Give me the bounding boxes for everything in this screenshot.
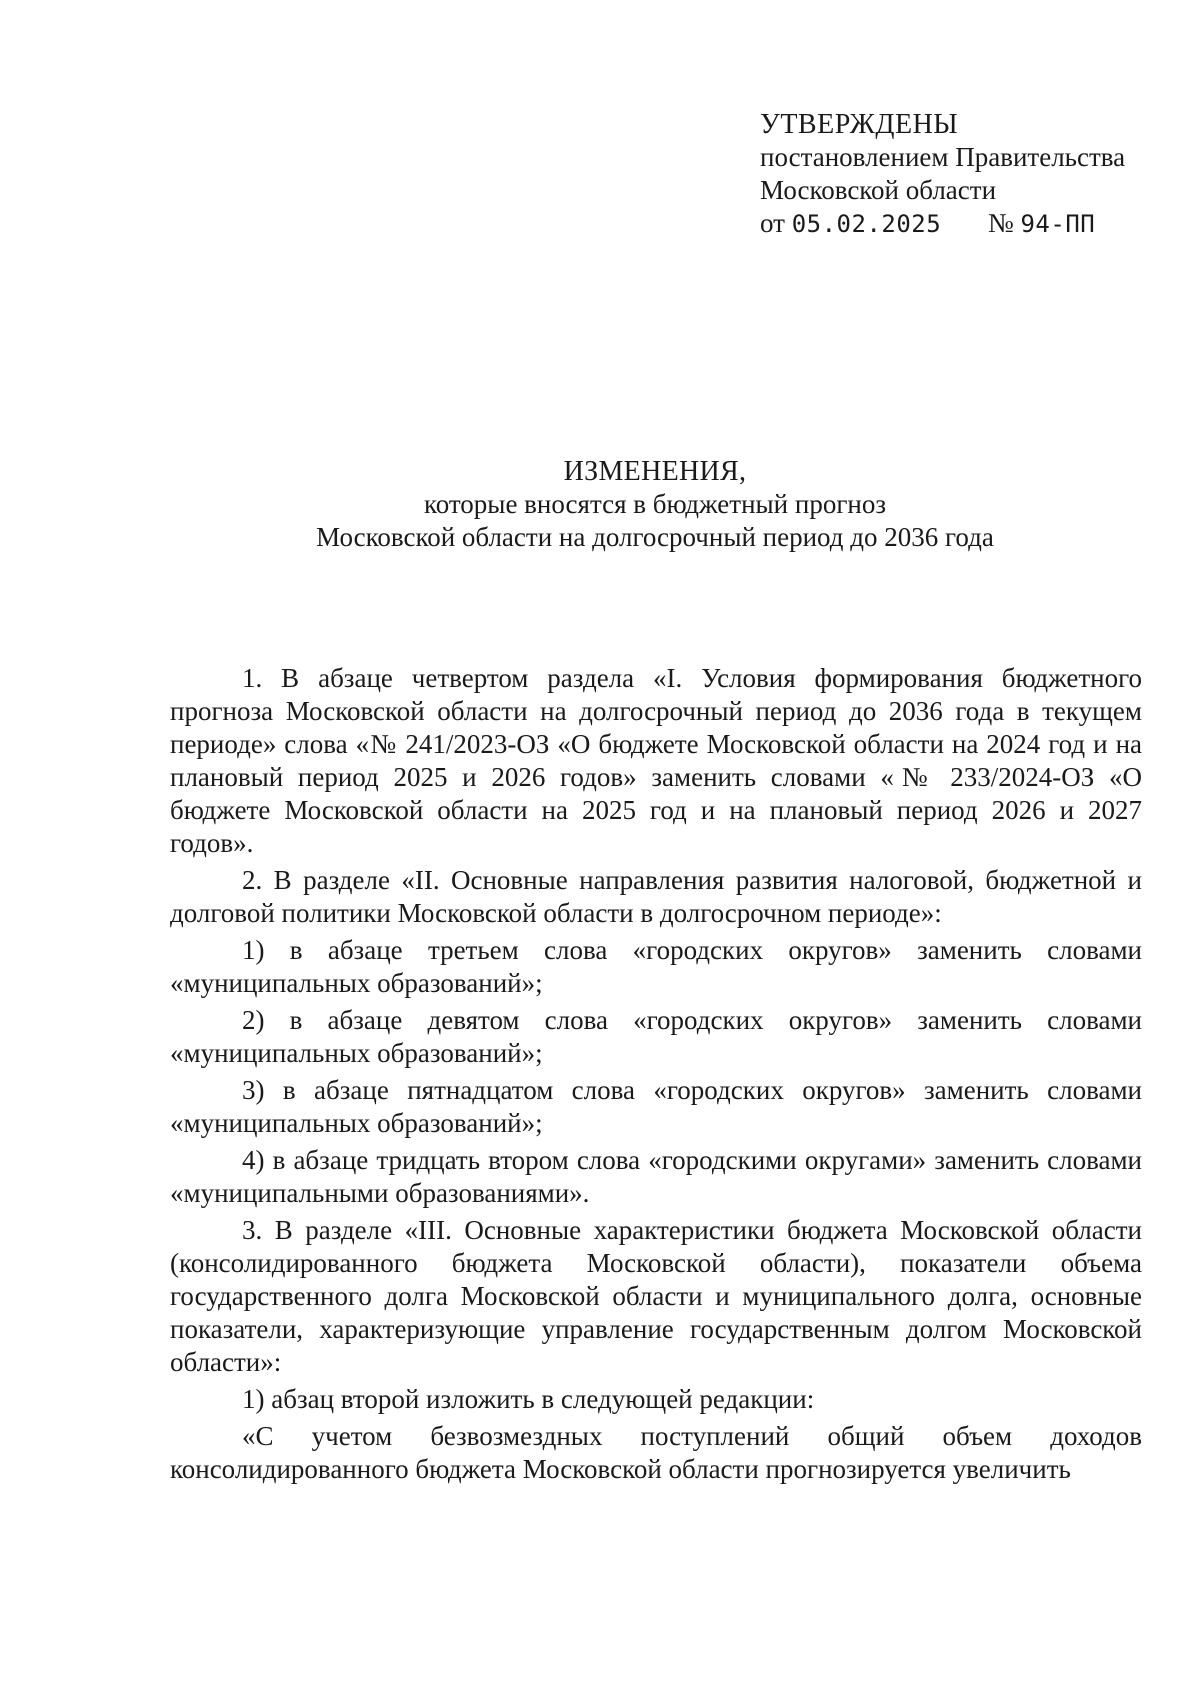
title-heading: ИЗМЕНЕНИЯ, <box>563 456 747 487</box>
paragraph: 1) в абзаце третьем слова «городских округов» заменить словами «муниципальных образований»; <box>170 935 1142 998</box>
paragraph: 1) абзац второй изложить в следующей редакции: <box>242 1384 815 1414</box>
approval-number: 94-ПП <box>1020 210 1096 238</box>
paragraph: 4) в абзаце тридцать втором слова «городскими округами» заменить словами «муниципальными образованиями». <box>170 1145 1142 1208</box>
paragraph: «С учетом безвозмездных поступлений общий объем доходов консолидированного бюджета Московской области прогнозируется увеличить <box>170 1421 1142 1484</box>
number-sign: № <box>987 208 1014 238</box>
paragraph: 2) в абзаце девятом слова «городских округов» заменить словами «муниципальных образований»; <box>170 1005 1142 1068</box>
approval-date-line <box>760 207 1180 241</box>
approval-line-2: Московской области <box>760 175 997 205</box>
document-title <box>0 455 1200 554</box>
paragraph: 3. В разделе «III. Основные характеристики бюджета Московской области (консолидированного бюджета Московской области), показатели объема государственного долга Московской области и муниципального долга, основные показатели, характеризующие управление государственным долгом Московской области»: <box>170 1215 1142 1377</box>
paragraph: 3) в абзаце пятнадцатом слова «городских округов» заменить словами «муниципальных образований»; <box>170 1075 1142 1138</box>
title-line-2: Московской области на долгосрочный период до 2036 года <box>316 522 994 552</box>
title-line-1: которые вносятся в бюджетный прогноз <box>423 489 887 519</box>
paragraph: 1. В абзаце четвертом раздела «I. Условия формирования бюджетного прогноза Московской области на долгосрочный период до 2036 года в текущем периоде» слова «№ 241/2023-ОЗ «О бюджете Московской области на 2024 год и на плановый период 2025 и 2026 годов» заменить словами «№ 233/2024-ОЗ «О бюджете Московской области на 2025 год и на плановый период 2026 и 2027 годов». <box>170 663 1142 858</box>
document-body <box>170 662 1142 1486</box>
approval-date: 05.02.2025 <box>791 210 942 238</box>
approval-stamp <box>760 108 1180 241</box>
approval-line-1: постановлением Правительства <box>760 142 1126 172</box>
paragraph: 2. В разделе «II. Основные направления развития налоговой, бюджетной и долговой политики Московской области в долгосрочном периоде»: <box>170 865 1142 928</box>
approved-label: УТВЕРЖДЕНЫ <box>760 109 959 140</box>
date-prefix: от <box>760 208 785 238</box>
